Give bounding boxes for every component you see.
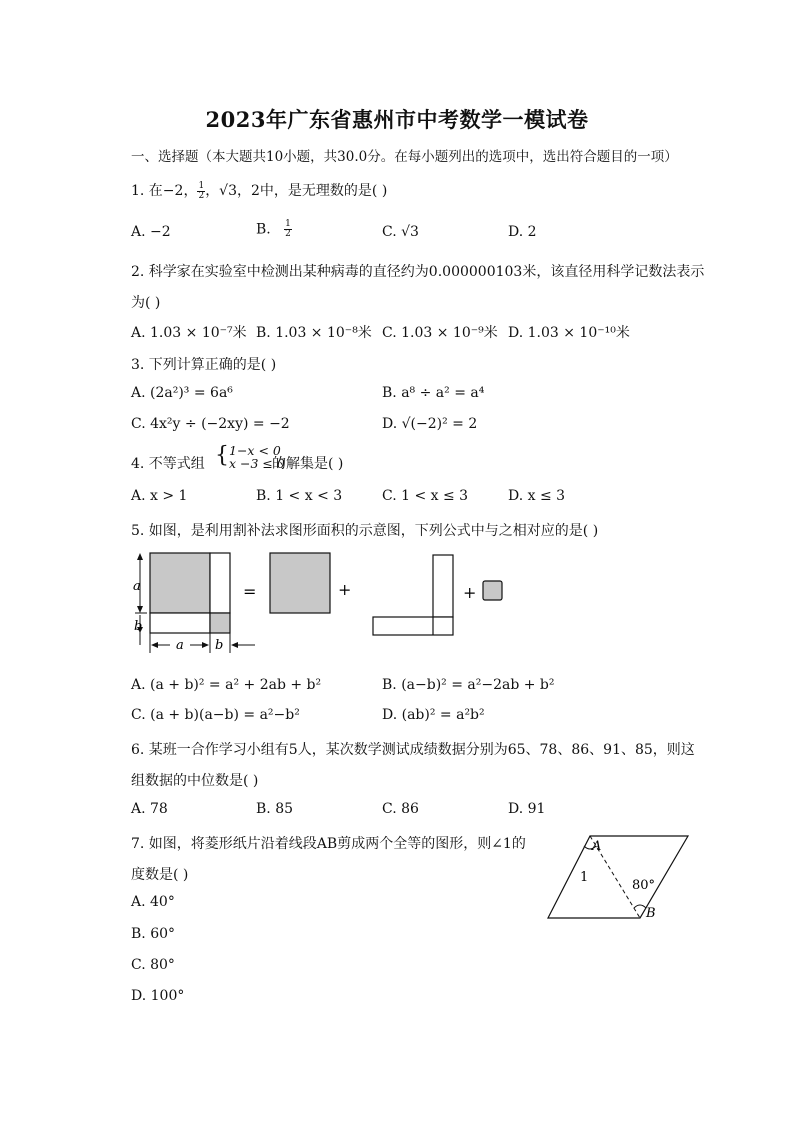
option-b-label: B. [256,221,271,238]
inequality-1: 1−x < 0 [229,443,281,458]
question-6-stem-line-2: 组数据的中位数是( ) [131,773,259,789]
a-squared-square [270,553,330,613]
arrowhead [231,642,238,648]
fraction-numerator: 1 [198,180,205,191]
question-4-option-d[interactable]: D. x ≤ 3 [508,488,566,504]
system-brace: { [215,443,229,468]
question-2-stem-line-2: 为( ) [131,295,161,311]
question-1-option-c[interactable]: C. √3 [382,224,419,240]
question-7-option-c[interactable]: C. 80° [131,957,175,973]
bottom-strip [150,613,210,633]
question-4-stem-part-a: 4. 不等式组 [131,456,205,472]
b-squared-square [483,581,502,600]
question-7-option-d[interactable]: D. 100° [131,988,185,1004]
fraction-denominator: 2 [198,190,205,201]
question-7-option-a[interactable]: A. 40° [131,894,175,910]
angle-80-label: 80° [632,878,656,893]
equals-sign: = [243,582,257,601]
question-4-option-c[interactable]: C. 1 < x ≤ 3 [382,488,469,504]
question-2-option-d[interactable]: D. 1.03 × 10⁻¹⁰米 [508,325,630,341]
section-heading: 一、选择题（本大题共10小题，共30.0分。在每小题列出的选项中，选出符合题目的一项） [131,149,678,165]
fraction-denominator: 2 [285,229,291,239]
fraction-numerator: 1 [285,219,291,229]
question-1-stem-part-a: 1. 在−2， [131,183,198,199]
rhombus-figure [540,828,700,928]
question-5-option-d[interactable]: D. (ab)² = a²b² [382,707,485,723]
inequality-2: x −3 ≤ 0 [229,456,285,471]
question-1-option-b[interactable] [256,220,292,239]
label-b-vertical: b [134,619,143,634]
question-3-stem: 3. 下列计算正确的是( ) [131,357,277,373]
question-1-stem [131,180,387,201]
arrowhead [151,642,158,648]
shaded-b-square [210,613,230,633]
question-7-option-b[interactable]: B. 60° [131,926,176,942]
rhombus [548,836,688,918]
label-a-horizontal: a [176,638,184,653]
question-7-stem-line-2: 度数是( ) [131,867,189,883]
question-4-option-a[interactable]: A. x > 1 [131,488,188,504]
label-a-vertical: a [133,579,141,594]
question-3-option-d[interactable]: D. √(−2)² = 2 [382,416,478,432]
question-3-option-c[interactable]: C. 4x²y ÷ (−2xy) = −2 [131,416,290,432]
vertex-b-label: B [646,906,656,921]
question-1-option-a[interactable]: A. −2 [131,224,171,240]
plus-sign: + [338,580,352,599]
question-4-stem-part-b: 的解集是( ) [272,456,344,472]
question-5-stem: 5. 如图，是利用割补法求图形面积的示意图，下列公式中与之相对应的是( ) [131,523,599,539]
question-7-stem-line-1: 7. 如图，将菱形纸片沿着线段AB剪成两个全等的图形，则∠1的 [131,836,526,852]
question-5-option-a[interactable]: A. (a + b)² = a² + 2ab + b² [131,677,322,693]
right-strip [210,553,230,613]
shaded-a-square [150,553,210,613]
page-title: 2023年广东省惠州市中考数学一模试卷 [205,107,589,132]
question-6-option-b[interactable]: B. 85 [256,801,294,817]
arrowhead [137,553,143,560]
angle-1-label: 1 [580,870,589,885]
question-6-stem-line-1: 6. 某班一合作学习小组有5人，某次数学测试成绩数据分别为65、78、86、91、85，则这 [131,742,695,758]
fraction-half [284,220,292,239]
question-1-stem-part-b: ，√3，2中，是无理数的是( ) [205,183,388,199]
question-6-option-d[interactable]: D. 91 [508,801,546,817]
question-5-option-c[interactable]: C. (a + b)(a−b) = a²−b² [131,707,300,723]
question-3-option-b[interactable]: B. a⁸ ÷ a² = a⁴ [382,385,485,401]
question-6-option-c[interactable]: C. 86 [382,801,419,817]
question-2-option-c[interactable]: C. 1.03 × 10⁻⁹米 [382,325,498,341]
question-4-option-b[interactable]: B. 1 < x < 3 [256,488,343,504]
label-b-horizontal: b [215,638,224,653]
question-3-option-a[interactable]: A. (2a²)³ = 6a⁶ [131,385,233,401]
question-2-option-a[interactable]: A. 1.03 × 10⁻⁷米 [131,325,247,341]
question-5-option-b[interactable]: B. (a−b)² = a²−2ab + b² [382,677,555,693]
vertex-a-label: A [592,839,602,854]
question-6-option-a[interactable]: A. 78 [131,801,168,817]
arrowhead [202,642,209,648]
question-2-option-b[interactable]: B. 1.03 × 10⁻⁸米 [256,325,372,341]
horizontal-strip [373,617,453,635]
vertical-strip [433,555,453,617]
question-2-stem-line-1: 2. 科学家在实验室中检测出某种病毒的直径约为0.000000103米，该直径用科学记数法表示 [131,264,705,280]
arrowhead [137,606,143,613]
plus-sign: + [463,583,477,602]
angle-arc-80 [634,905,646,908]
question-5-figure [125,545,525,660]
question-1-option-d[interactable]: D. 2 [508,224,537,240]
